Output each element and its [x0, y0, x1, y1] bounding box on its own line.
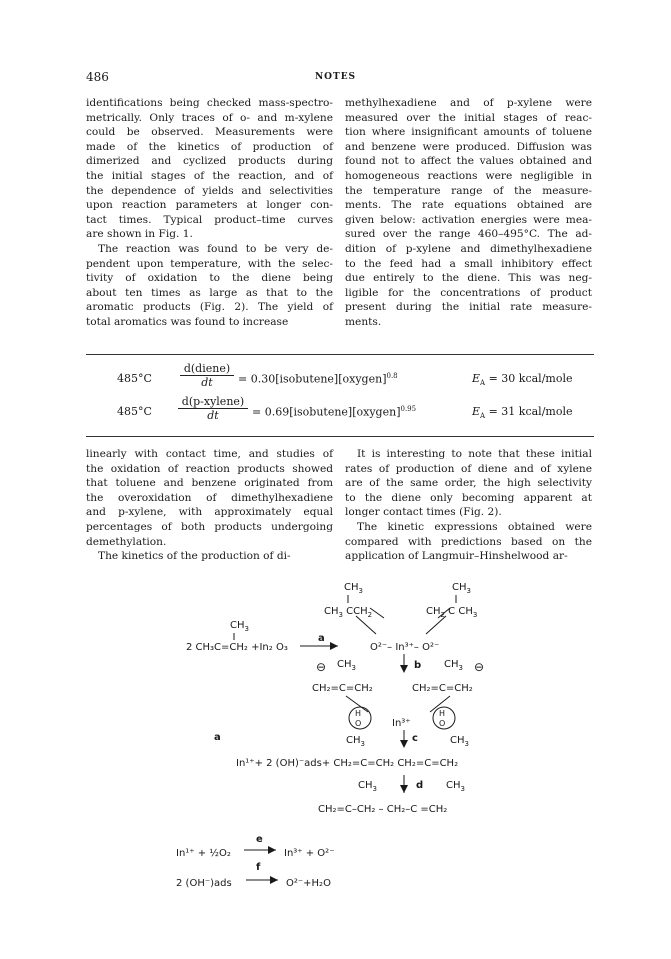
eq2-denominator: dt [207, 409, 219, 422]
text-line: sured over the range 460–495°C. The ad- [345, 228, 592, 241]
label-step-f: f [256, 862, 261, 873]
text-line: found not to affect the values obtained and [345, 155, 592, 168]
eq1-rhs: = 0.30[isobutene][oxygen] [238, 372, 387, 386]
text-line: that toluene and benzene originated from [86, 477, 333, 490]
text-line: total aromatics was found to increase [86, 315, 289, 328]
text-line: tivity of oxidation to the diene being [86, 272, 333, 285]
reduced-indium-and-allyls: In¹⁺+ 2 (OH)⁻ads+ CH₂=C=CH₂ CH₂=C=CH₂ [236, 758, 459, 769]
reoxidation-reactants: In¹⁺ + ½O₂ [176, 848, 231, 859]
eq1-exponent: 0.8 [386, 372, 398, 380]
text-line: percentages of both products undergoing [86, 520, 333, 533]
text-line: to the diene only becoming apparent at [345, 491, 592, 504]
text-line: compared with predictions based on the [345, 535, 592, 548]
label-step-b: b [414, 660, 422, 671]
hydroxyl-h-left: H [355, 709, 362, 718]
dimethylhexadiene-product: CH₂=C–CH₂ – CH₂–C =CH₂ [318, 804, 448, 815]
indium-3-plus: In³⁺ [392, 718, 411, 729]
text-line: dimerized and cyclized products during [86, 155, 333, 168]
adsorbed-isobutenyl-left: $CH_3$ $CCH_2$ [324, 606, 373, 619]
text-line: The kinetic expressions obtained were [357, 520, 592, 533]
text-line: present during the initial rate measure- [345, 301, 592, 314]
text-line: ligible for the concentrations of product [345, 286, 592, 299]
ch3-top-right: $CH_3$ [452, 582, 471, 595]
label-step-c: c [412, 733, 418, 744]
text-line: rates of production of diene and of xylene [345, 462, 592, 475]
minus-charge-left: ⊖ [316, 660, 327, 674]
label-step-e: e [256, 834, 263, 845]
text-line: demethylation. [86, 535, 167, 548]
text-line: due entirely to the diene. This was neg- [345, 272, 592, 285]
text-line: the temperature range of the measure- [345, 184, 592, 197]
ch3-d-right: $CH_3$ [446, 780, 465, 793]
eq2-numerator: d(p-xylene) [178, 395, 248, 409]
ch3-c-right: $CH_3$ [450, 735, 469, 748]
ch3-allyl-left: $CH_3$ [337, 659, 356, 672]
running-head: NOTES [314, 72, 357, 82]
eq1-ea-value: = 30 kcal/mole [488, 372, 573, 385]
ch3-isobutene: $CH_3$ [230, 620, 249, 633]
eq2-ea-sub: A [480, 412, 486, 421]
eq2-temperature: 485°C [117, 405, 152, 418]
text-line: pendent upon temperature, with the selec- [86, 257, 333, 270]
minus-charge-right: ⊖ [474, 660, 485, 674]
eq1-temperature: 485°C [117, 372, 152, 385]
ch3-d-left: $CH_3$ [358, 780, 377, 793]
text-line: homogeneous reactions were negligible in [345, 169, 592, 182]
adsorbed-isobutenyl-right: $CH_2$ C $CH_3$ [426, 606, 478, 619]
text-line: The reaction was found to be very de- [98, 242, 333, 255]
label-step-d: d [416, 780, 424, 791]
eq2-exponent: 0.95 [400, 405, 417, 413]
text-line: dition of p-xylene and dimethylhexadiene [345, 242, 592, 255]
text-line: the initial stages of the reaction, and of [86, 169, 333, 182]
text-line: upon reaction parameters at longer con- [86, 199, 333, 212]
text-line: are of the same order, the high selectivity [345, 477, 592, 490]
text-line: identifications being checked mass-spectro- [86, 97, 333, 109]
eq1-numerator: d(diene) [180, 362, 234, 376]
eq1-ea-symbol: E [472, 372, 481, 385]
isobutene-plus-indium-oxide: 2 CH₃C=CH₂ +In₂ O₃ [186, 642, 288, 653]
text-line: the overoxidation of dimethylhexadiene [86, 491, 333, 504]
text-line: the oxidation of reaction products showed [86, 462, 333, 475]
text-line: are shown in Fig. 1. [86, 228, 193, 241]
text-line: ments. The rate equations obtained are [345, 199, 592, 212]
text-line: It is interesting to note that these initial [357, 448, 592, 460]
hydroxyl-o-left: O [355, 719, 362, 728]
text-line: about ten times as large as that to the [86, 286, 333, 299]
text-line: measured over the initial stages of reac- [345, 111, 592, 124]
text-line: application of Langmuir–Hinshelwood ar- [345, 550, 568, 563]
text-line: aromatic products (Fig. 2). The yield of [86, 301, 333, 314]
text-line: to the feed had a small inhibitory effect [345, 257, 592, 270]
eq2-rhs: = 0.69[isobutene][oxygen] [252, 405, 401, 419]
text-line: The kinetics of the production of di- [98, 550, 291, 563]
label-step-a-second: a [214, 732, 221, 743]
label-step-a: a [318, 633, 325, 644]
text-line: made of the kinetics of production of [86, 140, 333, 153]
text-line: ments. [345, 315, 382, 328]
text-line: longer contact times (Fig. 2). [345, 506, 502, 519]
text-line: methylhexadiene and of p-xylene were [345, 97, 592, 109]
eq2-ea-value: = 31 kcal/mole [488, 405, 573, 418]
page-number: 486 [86, 70, 109, 84]
eq1-denominator: dt [201, 376, 213, 389]
reoxidation-products: In³⁺ + O²⁻ [284, 848, 335, 859]
eq2-ea-symbol: E [472, 405, 481, 418]
text-line: tion where insignificant amounts of toluene [345, 126, 592, 139]
hydroxyl-h-right: H [439, 709, 446, 718]
ch3-top-left: $CH_3$ [344, 582, 363, 595]
text-line: linearly with contact time, and studies of [86, 448, 333, 460]
allyl-anion-left: CH₂=C=CH₂ [312, 683, 373, 694]
text-line: and p-xylene, with approximately equal [86, 506, 333, 519]
text-line: metrically. Only traces of o- and m-xylene [86, 111, 333, 124]
text-line: given below: activation energies were mea- [345, 213, 592, 226]
surface-oxide: O²⁻– In³⁺– O²⁻ [370, 642, 440, 653]
ch3-allyl-right: $CH_3$ [444, 659, 463, 672]
dehydroxylation-products: O²⁻+H₂O [286, 878, 331, 889]
ch3-c-left: $CH_3$ [346, 735, 365, 748]
hydroxyl-o-right: O [439, 719, 446, 728]
eq1-ea-sub: A [480, 379, 486, 388]
text-line: and benzene were produced. Diffusion was [345, 140, 592, 153]
dehydroxylation-reactant: 2 (OH⁻)ads [176, 878, 232, 889]
text-line: could be observed. Measurements were [86, 126, 333, 139]
text-line: the dependence of yields and selectivities [86, 184, 333, 197]
allyl-anion-right: CH₂=C=CH₂ [412, 683, 473, 694]
text-line: tact times. Typical product–time curves [86, 213, 333, 226]
